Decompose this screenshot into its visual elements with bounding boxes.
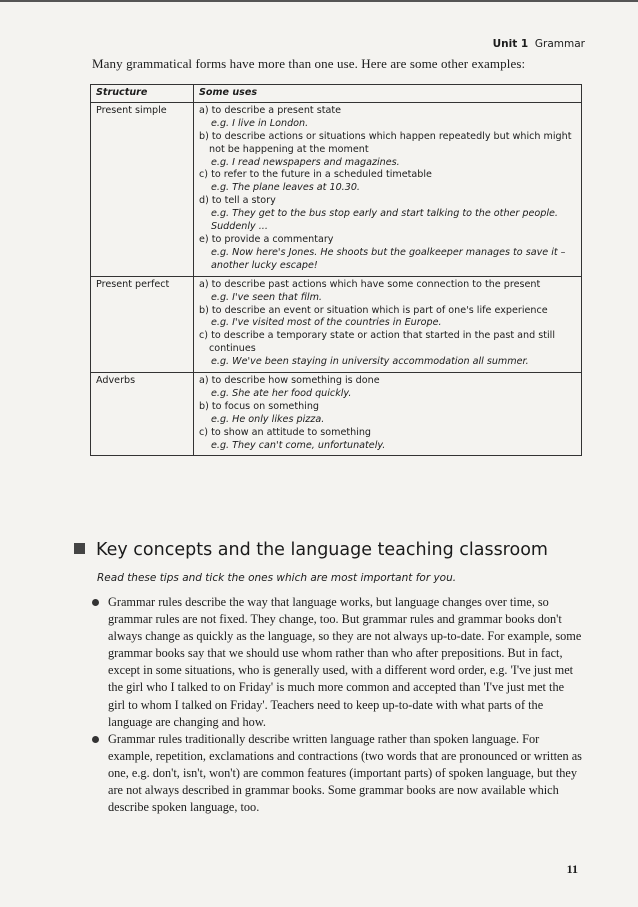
section-heading bbox=[74, 540, 594, 560]
top-rule bbox=[0, 0, 638, 2]
example-item: e.g. I live in London. bbox=[211, 117, 309, 129]
use-item: b) to focus on something bbox=[199, 400, 320, 412]
uses-cell bbox=[194, 276, 582, 372]
intro-text: Many grammatical forms have more than one use. Here are some other examples: bbox=[92, 56, 526, 71]
instruction-text: Read these tips and tick the ones which are most important for you. bbox=[97, 572, 457, 584]
example-item: e.g. She ate her food quickly. bbox=[211, 387, 352, 399]
use-item: c) to describe a temporary state or action that started in the past and still continues bbox=[199, 330, 555, 355]
section-label: Grammar bbox=[534, 38, 585, 50]
table-row bbox=[91, 102, 582, 276]
table-header-row bbox=[91, 85, 582, 103]
grammar-uses-table bbox=[90, 84, 582, 456]
list-item bbox=[92, 731, 582, 816]
table-body bbox=[91, 102, 582, 456]
list-item bbox=[92, 594, 582, 731]
use-item: d) to tell a story bbox=[199, 195, 276, 207]
example-item: e.g. We've been staying in university accommodation all summer. bbox=[211, 356, 529, 368]
use-item: b) to describe actions or situations which happen repeatedly but which might not be happening at the moment bbox=[199, 130, 572, 155]
use-item: b) to describe an event or situation which is part of one's life experience bbox=[199, 304, 548, 316]
use-item: a) to describe a present state bbox=[199, 104, 342, 116]
page-number: 11 bbox=[566, 862, 578, 876]
table-row bbox=[91, 373, 582, 456]
use-item: a) to describe how something is done bbox=[199, 375, 380, 387]
example-item: e.g. I've visited most of the countries in Europe. bbox=[211, 317, 442, 329]
square-bullet-icon bbox=[74, 543, 85, 554]
use-item: e) to provide a commentary bbox=[199, 233, 334, 245]
use-item: c) to refer to the future in a scheduled timetable bbox=[199, 169, 432, 181]
example-item: e.g. Now here's Jones. He shoots but the goalkeeper manages to save it – another lucky escape! bbox=[211, 246, 566, 271]
section-heading-text: Key concepts and the language teaching classroom bbox=[96, 540, 548, 560]
use-item: a) to describe past actions which have some connection to the present bbox=[199, 278, 541, 290]
structure-cell: Adverbs bbox=[91, 373, 194, 456]
uses-cell bbox=[194, 102, 582, 276]
use-item: c) to show an attitude to something bbox=[199, 426, 372, 438]
tips-list bbox=[92, 594, 582, 816]
example-item: e.g. He only likes pizza. bbox=[211, 413, 325, 425]
tip-text: Grammar rules traditionally describe written language rather than spoken language. For example, repetition, exclamations and contractions (two words that are pronounced or written as one, e.g. don't, isn't, won't) are common features (important parts) of spoken language, but they are not always described in grammar books. Some grammar books are now available which describe spoken language, too. bbox=[108, 731, 582, 815]
running-header bbox=[493, 38, 585, 50]
example-item: e.g. They get to the bus stop early and start talking to the other people. Suddenly ... bbox=[211, 208, 558, 233]
uses-cell bbox=[194, 373, 582, 456]
unit-label: Unit 1 bbox=[492, 38, 529, 50]
example-item: e.g. The plane leaves at 10.30. bbox=[211, 182, 360, 194]
structure-cell: Present simple bbox=[91, 102, 194, 276]
column-header-uses: Some uses bbox=[194, 85, 582, 103]
example-item: e.g. I've seen that film. bbox=[211, 291, 322, 303]
structure-cell: Present perfect bbox=[91, 276, 194, 372]
column-header-structure: Structure bbox=[91, 85, 194, 103]
example-item: e.g. They can't come, unfortunately. bbox=[211, 439, 386, 451]
bullet-dot-icon bbox=[92, 599, 99, 606]
bullet-dot-icon bbox=[92, 736, 99, 743]
table-row bbox=[91, 276, 582, 372]
tip-text: Grammar rules describe the way that language works, but language changes over time, so grammar rules are not fixed. They change, too. But grammar rules and grammar books don't always change as quickly as the language, so they are not always up-to-date. For example, some grammar books say that we should use whom rather than who after prepositions. But in fact, except in some situations, who is generally used, with a different word order, e.g. 'I've just met the girl who I talked to on Friday' is much more common and accepted than 'I've just met the girl to whom I talked on Friday'. Teachers need to keep up-to-date with what parts of the language are changing and how. bbox=[108, 595, 582, 729]
example-item: e.g. I read newspapers and magazines. bbox=[211, 156, 400, 168]
